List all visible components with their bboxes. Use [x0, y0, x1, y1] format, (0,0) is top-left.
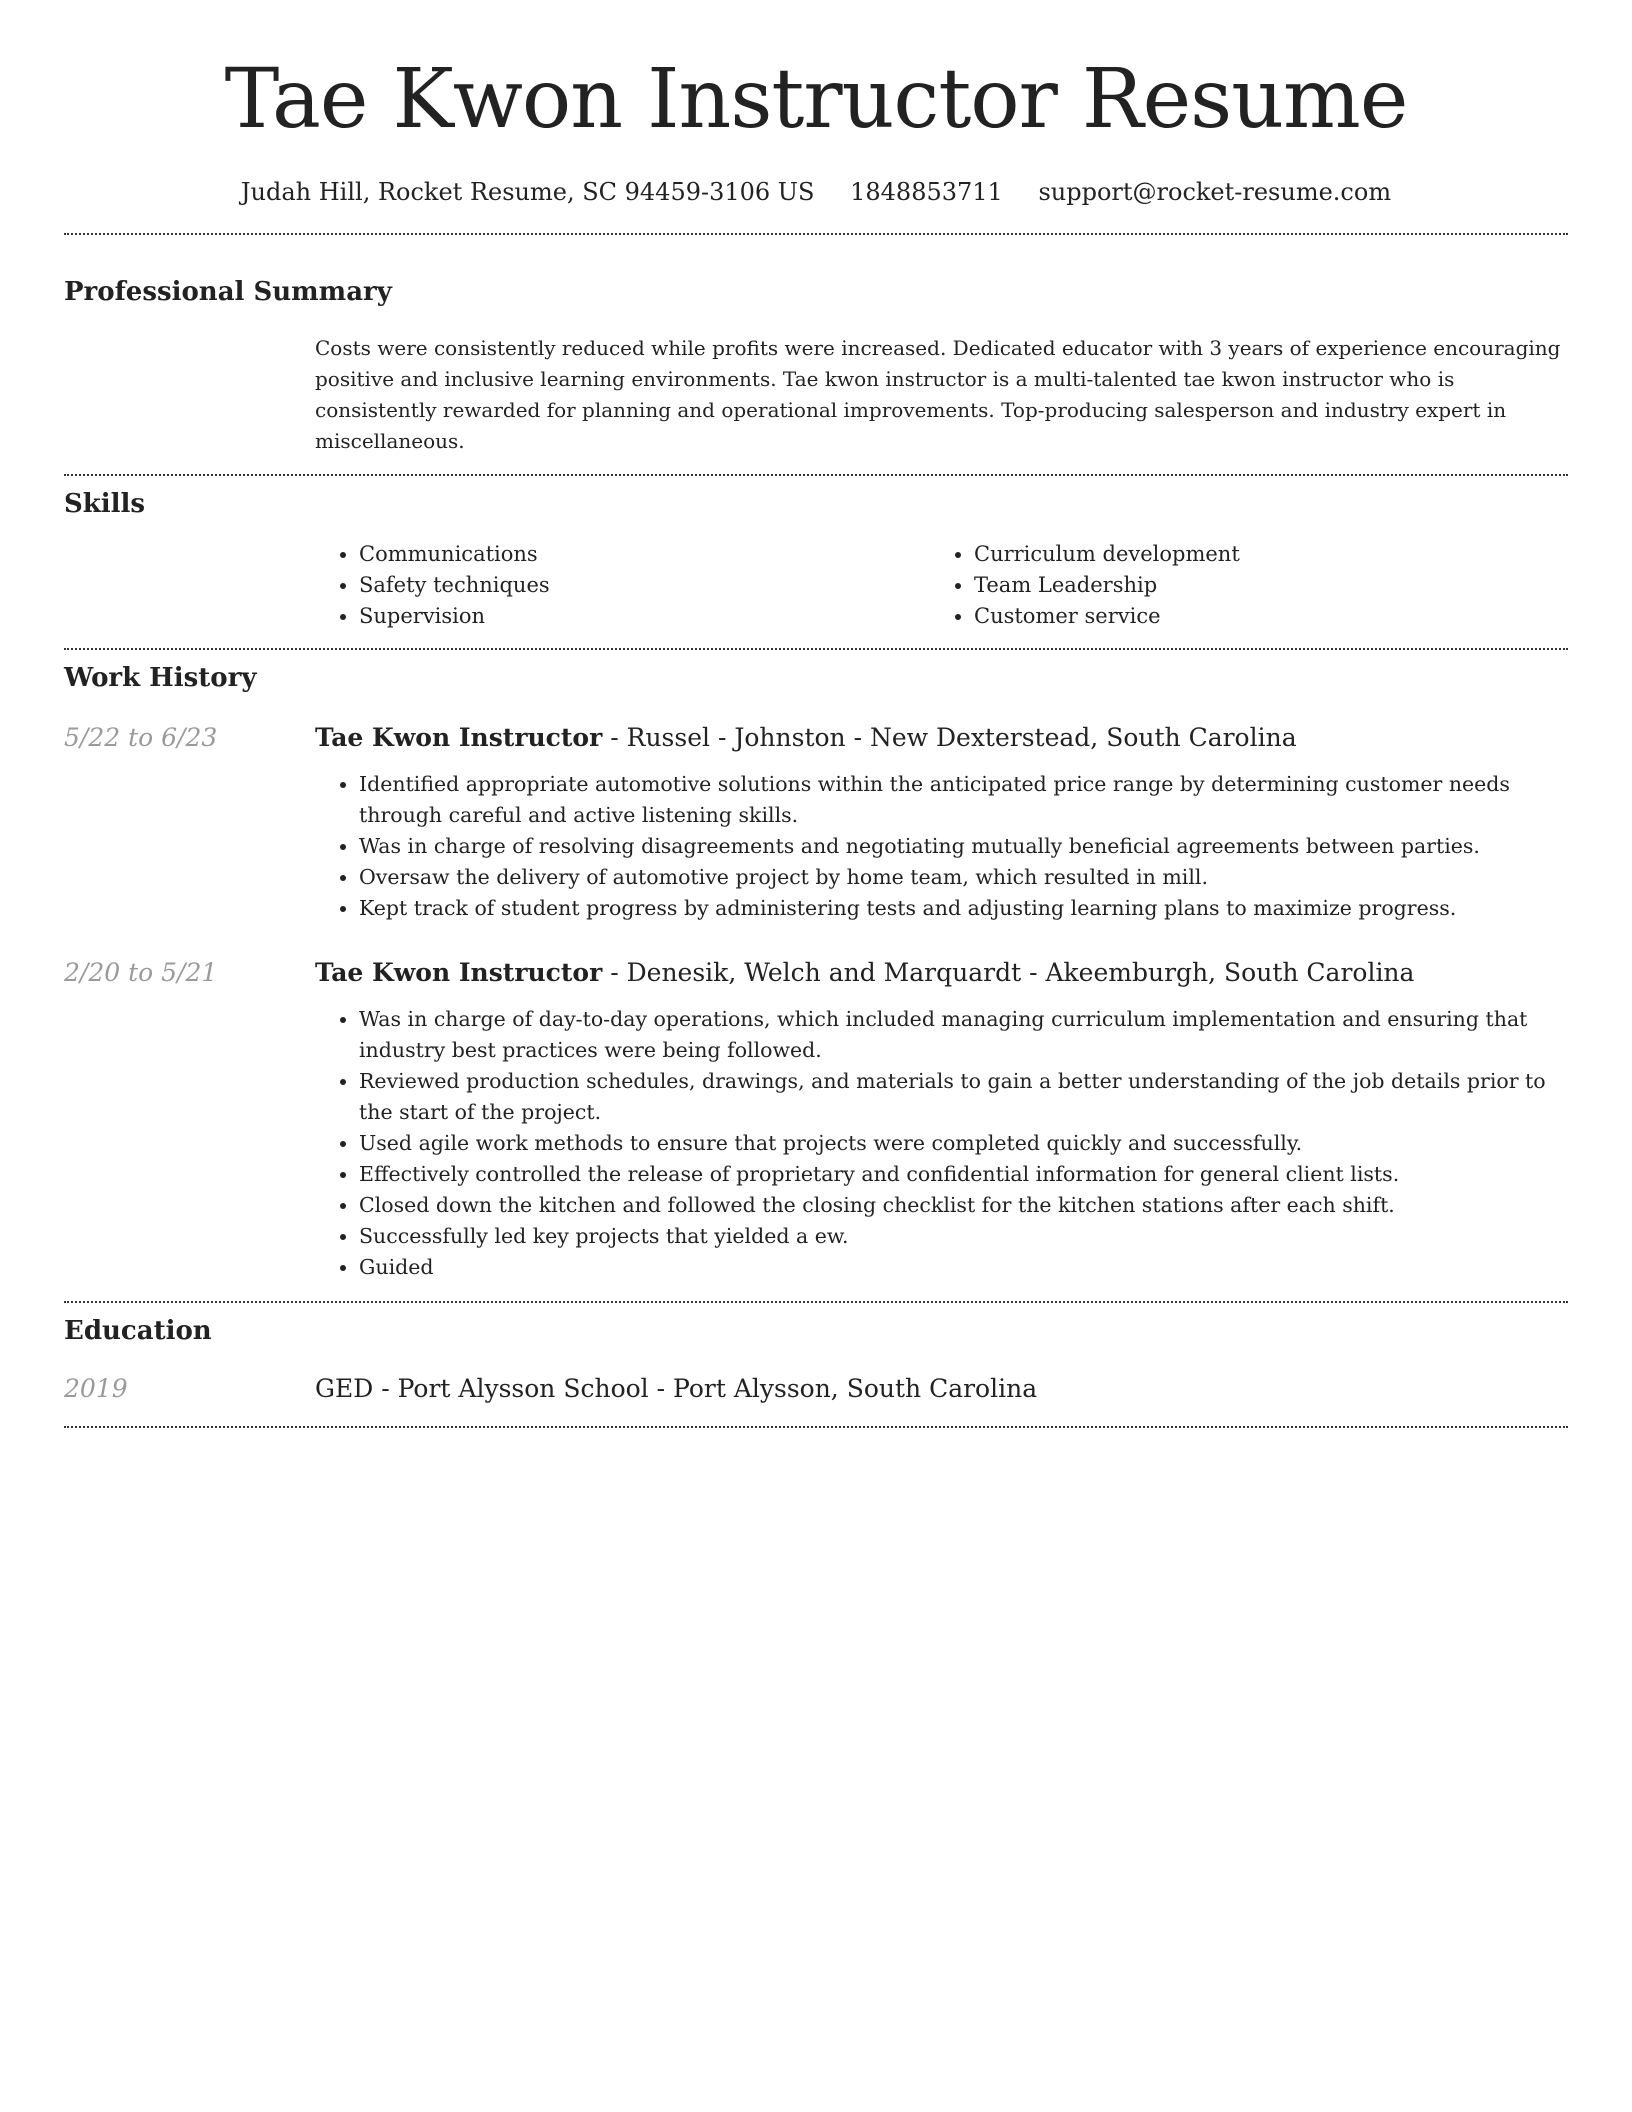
job-entry: [64, 956, 1568, 1283]
job-bullet: • Was in charge of day-to-day operations, which included managing curriculum implementation and ensuring that industry best practices were being followed.: [359, 1004, 1568, 1066]
skills-list-right: [930, 539, 1545, 632]
contact-email: support@rocket-resume.com: [1038, 178, 1392, 206]
job-details: - Russel - Johnston - New Dexterstead, South Carolina: [602, 723, 1297, 752]
skill-item: • Curriculum development: [974, 539, 1545, 570]
divider: [64, 1426, 1568, 1428]
job-bullet: • Successfully led key projects that yielded a ew.: [359, 1221, 1568, 1252]
job-title: Tae Kwon Instructor: [315, 958, 603, 987]
job-details: - Denesik, Welch and Marquardt - Akeemburgh, South Carolina: [602, 958, 1415, 987]
job-entry: [64, 721, 1568, 924]
job-title: Tae Kwon Instructor: [315, 723, 603, 752]
contact-line: [64, 176, 1568, 208]
job-bullet: • Guided: [359, 1252, 1568, 1283]
job-bullets: [315, 769, 1568, 924]
contact-phone: 1848853711: [850, 178, 1003, 206]
job-heading: [315, 721, 1568, 755]
divider: [64, 474, 1568, 476]
skill-item: • Supervision: [359, 601, 930, 632]
work-heading: Work History: [64, 663, 257, 693]
divider: [64, 233, 1568, 235]
skill-item: • Customer service: [974, 601, 1545, 632]
summary-heading: Professional Summary: [64, 277, 392, 307]
education-year: 2019: [64, 1374, 128, 1403]
skill-item: • Safety techniques: [359, 570, 930, 601]
job-dates: 5/22 to 6/23: [64, 723, 218, 752]
skill-item: • Communications: [359, 539, 930, 570]
education-entry: [64, 1372, 1568, 1406]
job-bullets: [315, 1004, 1568, 1283]
divider: [64, 648, 1568, 650]
job-bullet: • Was in charge of resolving disagreements and negotiating mutually beneficial agreements between parties.: [359, 831, 1568, 862]
education-heading: Education: [64, 1316, 212, 1346]
job-bullet: • Closed down the kitchen and followed the closing checklist for the kitchen stations after each shift.: [359, 1190, 1568, 1221]
job-bullet: • Reviewed production schedules, drawings, and materials to gain a better understanding of the job details prior to the start of the project.: [359, 1066, 1568, 1128]
resume-page: [64, 0, 1568, 1428]
education-degree: GED - Port Alysson School - Port Alysson, South Carolina: [315, 1374, 1038, 1403]
job-bullet: • Effectively controlled the release of proprietary and confidential information for general client lists.: [359, 1159, 1568, 1190]
summary-row: [64, 333, 1568, 457]
job-bullet: • Identified appropriate automotive solutions within the anticipated price range by determining customer needs through careful and active listening skills.: [359, 769, 1568, 831]
job-dates: 2/20 to 5/21: [64, 958, 218, 987]
job-bullet: • Oversaw the delivery of automotive project by home team, which resulted in mill.: [359, 862, 1568, 893]
summary-text: Costs were consistently reduced while profits were increased. Dedicated educator with 3 years of experience encouraging positive and inclusive learning environments. Tae kwon instructor is a multi-talented tae kwon instructor who is consistently rewarded for planning and operational improvements. Top-producing salesperson and industry expert in miscellaneous.: [315, 336, 1561, 453]
skill-item: • Team Leadership: [974, 570, 1545, 601]
page-title: Tae Kwon Instructor Resume: [224, 52, 1408, 147]
skills-list-left: [315, 539, 930, 632]
job-bullet: • Kept track of student progress by administering tests and adjusting learning plans to maximize progress.: [359, 893, 1568, 924]
job-bullet: • Used agile work methods to ensure that projects were completed quickly and successfully.: [359, 1128, 1568, 1159]
job-heading: [315, 956, 1568, 990]
divider: [64, 1301, 1568, 1303]
skills-row: [64, 539, 1568, 632]
skills-heading: Skills: [64, 489, 146, 519]
contact-address: Judah Hill, Rocket Resume, SC 94459-3106 US: [240, 178, 815, 206]
